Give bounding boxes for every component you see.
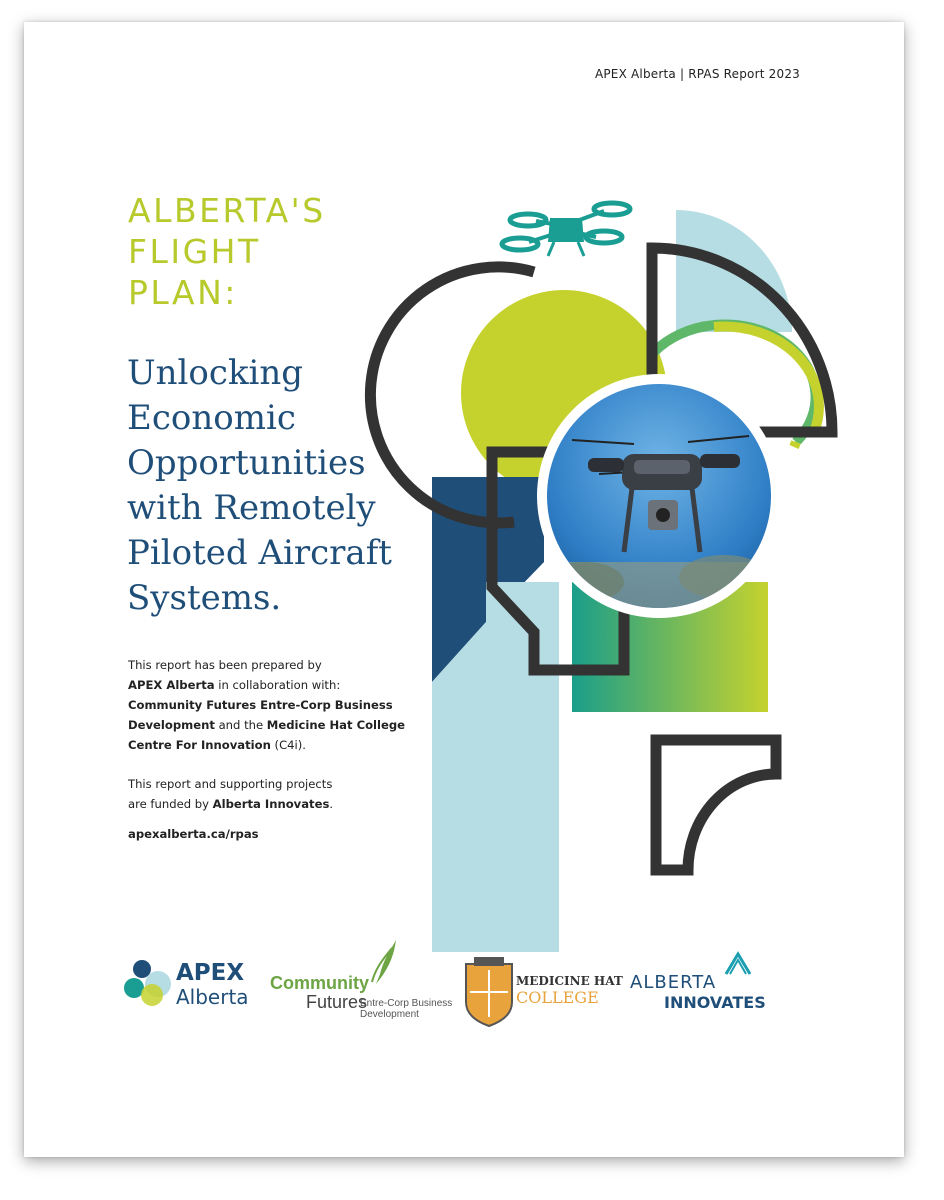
title-line: Piloted Aircraft [127, 533, 392, 573]
report-reference: APEX Alberta | RPAS Report 2023 [594, 67, 800, 81]
report-url[interactable]: apexalberta.ca/rpas [128, 827, 259, 841]
title-line: Unlocking [127, 353, 304, 393]
title-line: Opportunities [127, 443, 366, 483]
alberta-innovates-bold: Alberta Innovates [212, 797, 330, 811]
text: are funded by [128, 797, 213, 811]
community-futures-bold: Community Futures Entre-Corp Business [128, 698, 393, 712]
mhc-logo-line1: MEDICINE HAT [516, 974, 623, 988]
drone-icon [502, 203, 630, 256]
c4i-bold: Centre For Innovation [128, 738, 271, 752]
kicker-line: FLIGHT [128, 232, 261, 271]
bottom-quarter-outline [656, 740, 776, 870]
apex-alberta-bold: APEX Alberta [128, 678, 215, 692]
apex-logo-line2: Alberta [176, 985, 249, 1009]
report-cover-page [24, 22, 904, 1157]
apex-logo-line1: APEX [176, 960, 245, 986]
text: and the [214, 718, 267, 732]
development-bold: Development [128, 718, 215, 732]
cover-artwork [24, 22, 904, 1157]
text: This report and supporting projects [128, 777, 333, 791]
ai-logo-line2: INNOVATES [664, 993, 766, 1012]
kicker-line: ALBERTA'S [128, 191, 326, 230]
text: (C4i). [270, 738, 306, 752]
cf-logo-sub1: Entre-Corp Business [360, 998, 453, 1009]
title-line: Systems. [127, 578, 282, 618]
cf-logo-sub2: Development [360, 1009, 419, 1020]
title-line: Economic [127, 398, 296, 438]
text: This report has been prepared by [128, 658, 322, 672]
cf-logo-line2: Futures [306, 992, 368, 1012]
title-line: with Remotely [127, 488, 376, 528]
text: in collaboration with: [214, 678, 341, 692]
kicker-line: PLAN: [128, 273, 238, 312]
cf-logo-line1: Community [270, 973, 369, 993]
ai-logo-line1: ALBERTA [630, 972, 717, 993]
mhc-bold: Medicine Hat College [266, 718, 406, 732]
text: . [329, 797, 334, 811]
mhc-logo-line2: COLLEGE [516, 988, 599, 1007]
